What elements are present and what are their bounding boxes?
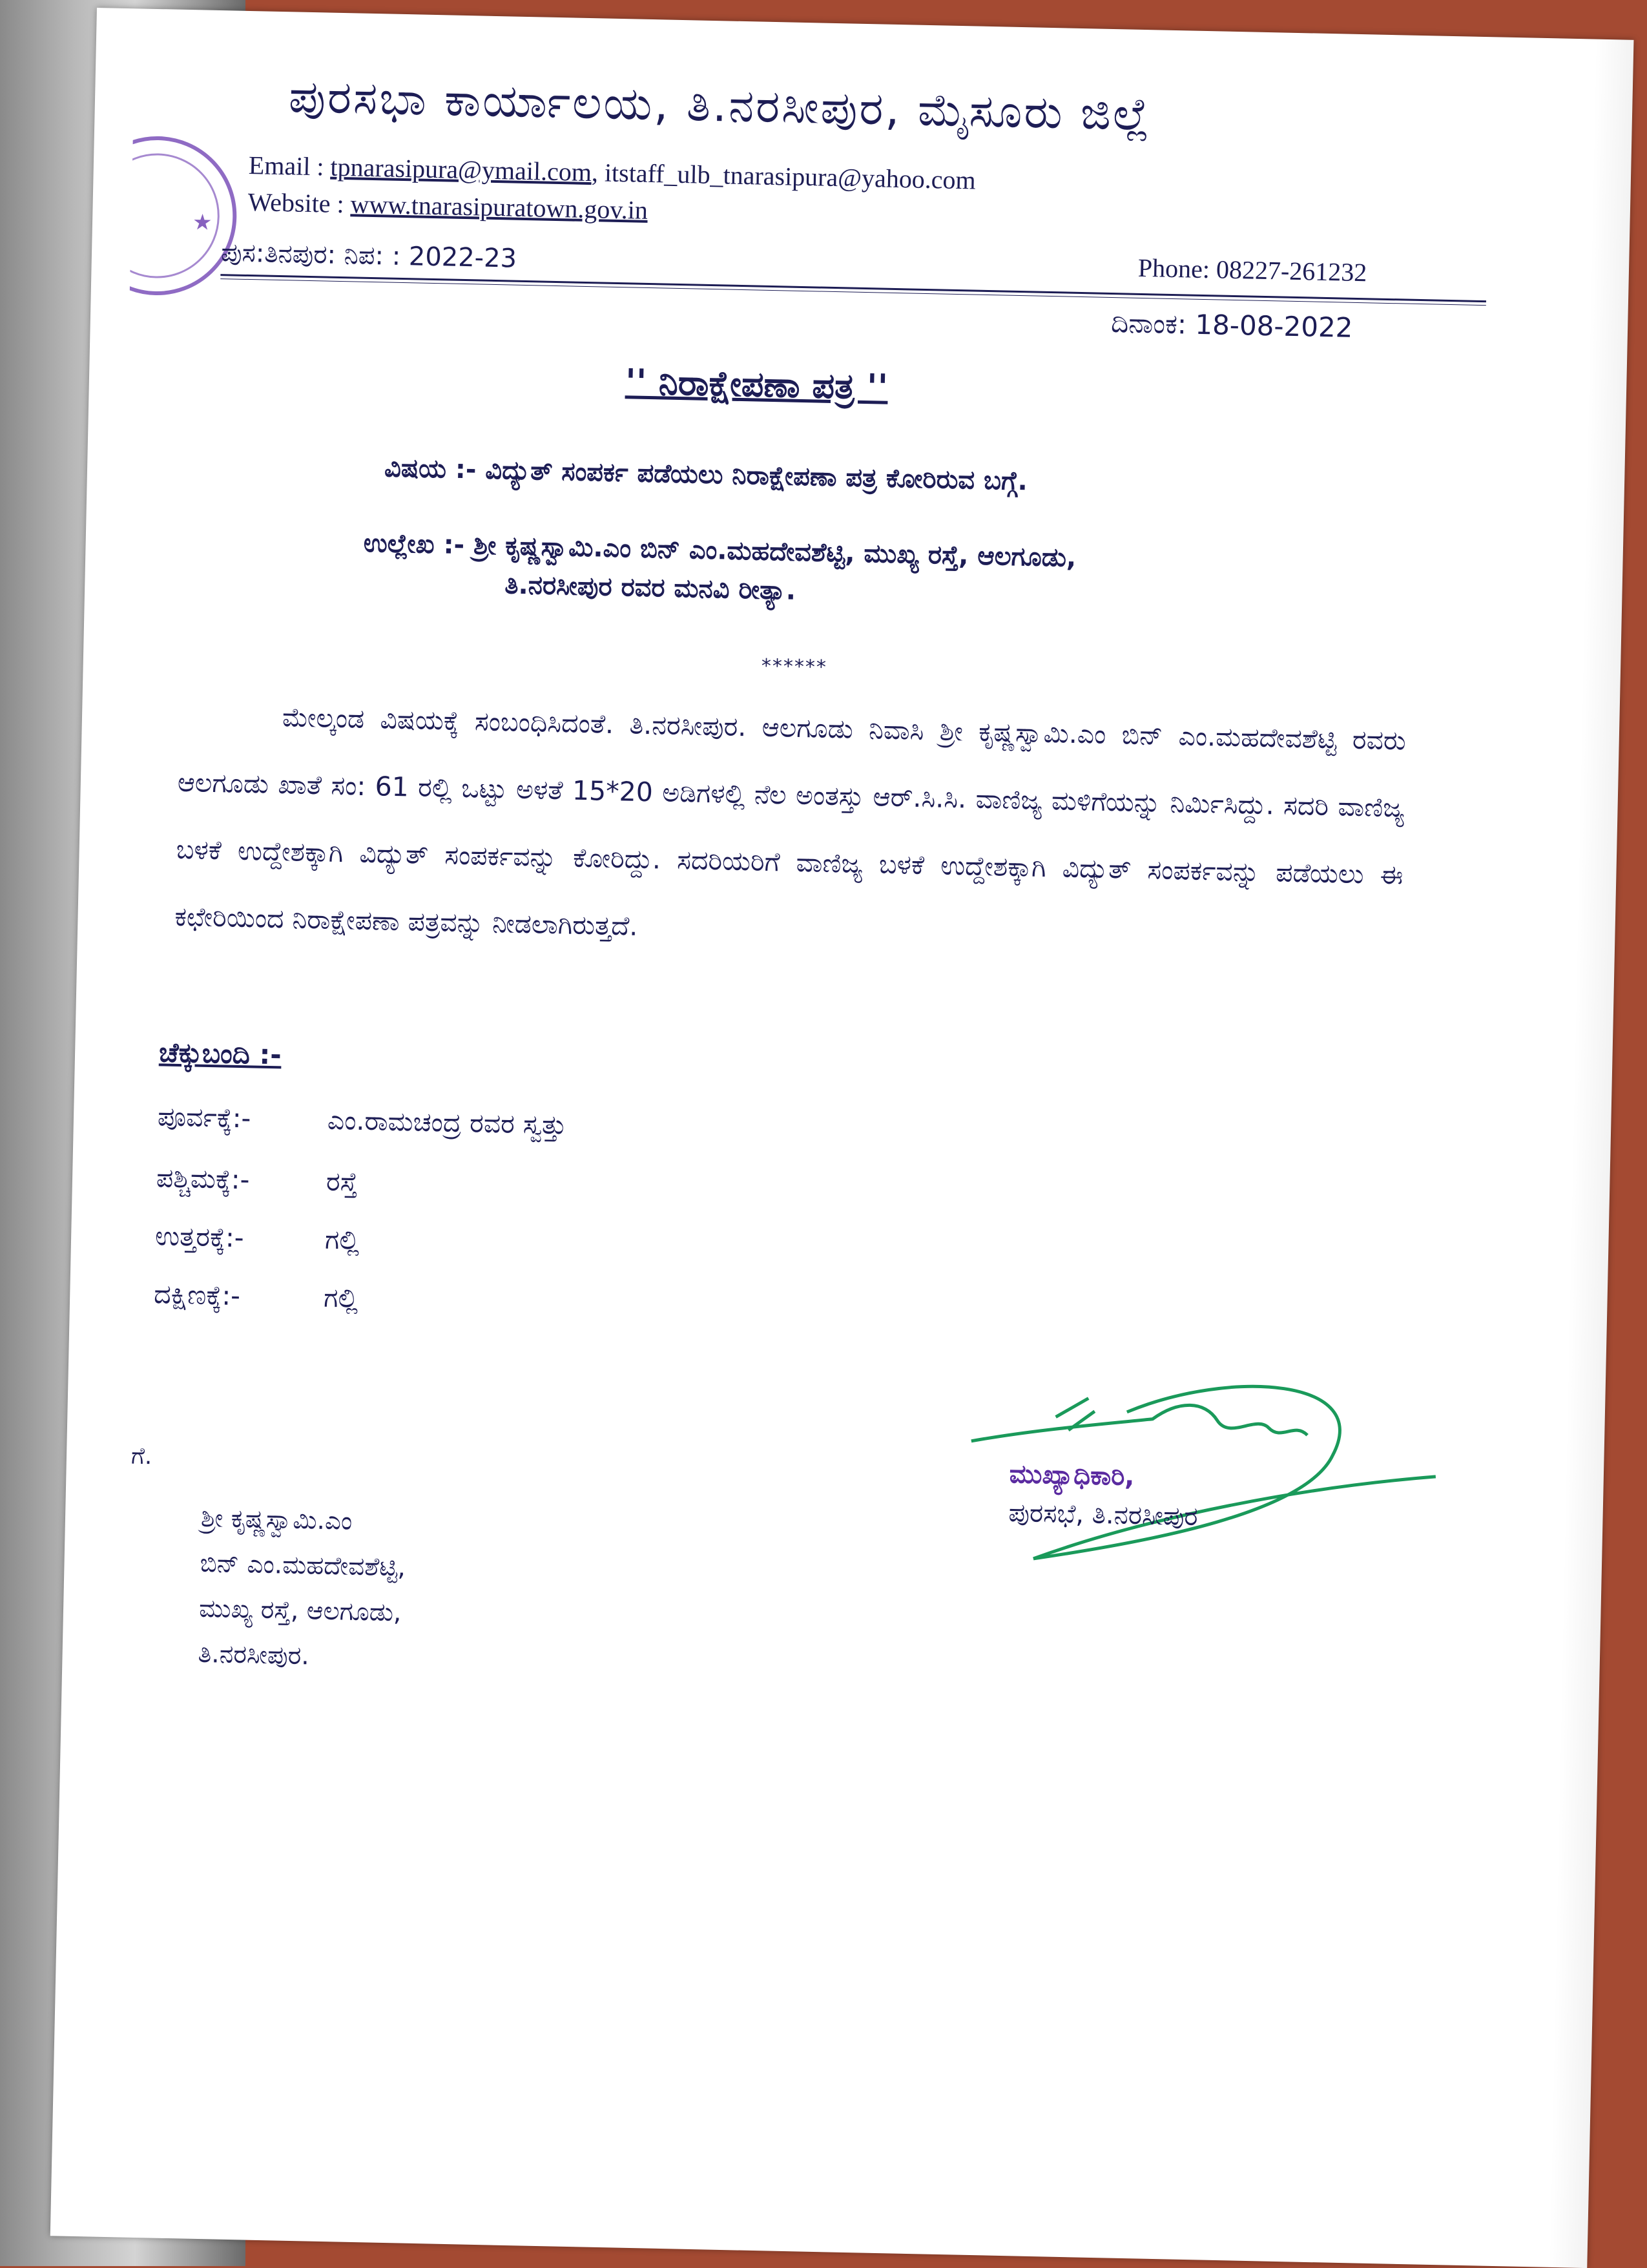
boundary-value: ಎಂ.ರಾಮಚಂದ್ರ ರವರ ಸ್ವತ್ತು bbox=[327, 1104, 567, 1141]
boundary-direction: ಪಶ್ಚಿಮಕ್ಕೆ:- bbox=[156, 1162, 250, 1196]
recipient-address-line: ತಿ.ನರಸೀಪುರ. bbox=[198, 1639, 310, 1671]
reference-number: ಪುಸ:ತಿನಪುರ: ನಿಪ: : 2022-23 bbox=[220, 238, 517, 274]
office-seal-stamp bbox=[129, 118, 243, 314]
signatory-block bbox=[1008, 1455, 1199, 1536]
boundary-direction: ದಕ್ಷಿಣಕ್ಕೆ:- bbox=[153, 1278, 241, 1312]
issue-date: ದಿನಾಂಕ: 18-08-2022 bbox=[1110, 306, 1353, 344]
website-line bbox=[247, 187, 648, 225]
document-page bbox=[50, 8, 1634, 2268]
subject-line: ವಿಷಯ :- ವಿದ್ಯುತ್ ಸಂಪರ್ಕ ಪಡೆಯಲು ನಿರಾಕ್ಷೇಪಣಾ ಪತ್ರ ಕೋರಿರುವ ಬಗ್ಗೆ. bbox=[384, 453, 1028, 497]
boundary-row-north bbox=[155, 1220, 360, 1256]
website-link[interactable]: www.tnarasipuratown.gov.in bbox=[350, 189, 648, 225]
boundary-row-east bbox=[158, 1101, 567, 1141]
reference-line-1: ಉಲ್ಲೇಖ :- ಶ್ರೀ ಕೃಷ್ಣಸ್ವಾಮಿ.ಎಂ ಬಿನ್ ಎಂ.ಮಹದೇವಶೆಟ್ಟಿ, ಮುಖ್ಯ ರಸ್ತೆ, ಆಲಗೂಡು, bbox=[363, 528, 1077, 573]
boundaries-heading: ಚೆಕ್ಕುಬಂದಿ :- bbox=[158, 1036, 282, 1071]
recipient-address bbox=[198, 1496, 407, 1681]
email-prefix: Email : bbox=[248, 150, 331, 182]
boundary-value: ರಸ್ತೆ bbox=[326, 1165, 358, 1198]
document-title: '' ನಿರಾಕ್ಷೇಪಣಾ ಪತ್ರ '' bbox=[625, 361, 889, 408]
office-header-title: ಪುರಸಭಾ ಕಾರ್ಯಾಲಯ, ತಿ.ನರಸೀಪುರ, ಮೈಸೂರು ಜಿಲ್ಲೆ bbox=[288, 70, 1152, 141]
boundary-direction: ಪೂರ್ವಕ್ಕೆ:- bbox=[157, 1101, 251, 1134]
website-prefix: Website : bbox=[247, 187, 351, 219]
boundary-row-west bbox=[156, 1162, 358, 1198]
reference-block bbox=[362, 524, 1077, 616]
email-primary-link[interactable]: tpnarasipura@ymail.com bbox=[330, 152, 592, 187]
section-separator: ****** bbox=[761, 654, 828, 679]
page-edge-shade bbox=[1548, 39, 1633, 2268]
body-paragraph-block bbox=[174, 681, 1406, 976]
signatory-designation: ಮುಖ್ಯಾಧಿಕಾರಿ, bbox=[1009, 1459, 1135, 1492]
phone-number: Phone: 08227-261232 bbox=[1137, 253, 1367, 287]
svg-text:★: ★ bbox=[192, 209, 212, 236]
recipient-address-line: ಶ್ರೀ ಕೃಷ್ಣಸ್ವಾಮಿ.ಎಂ bbox=[200, 1503, 353, 1536]
boundary-row-south bbox=[154, 1278, 358, 1315]
email-secondary: , itstaff_ulb_tnarasipura@yahoo.com bbox=[591, 158, 977, 195]
recipient-marker: ಗೆ. bbox=[130, 1442, 152, 1470]
body-paragraph: ಮೇಲ್ಕಂಡ ವಿಷಯಕ್ಕೆ ಸಂಬಂಧಿಸಿದಂತೆ. ತಿ.ನರಸೀಪುರ. ಆಲಗೂಡು ನಿವಾಸಿ ಶ್ರೀ ಕೃಷ್ಣಸ್ವಾಮಿ.ಎಂ ಬಿನ್ ಎಂ.ಮಹದೇವಶೆಟ್ಟಿ ರವರು ಆಲಗೂಡು ಖಾತೆ ಸಂ: 61 ರಲ್ಲಿ ಒಟ್ಟು ಅಳತೆ 15*20 ಅಡಿಗಳಲ್ಲಿ ನೆಲ ಅಂತಸ್ತು ಆರ್.ಸಿ.ಸಿ. ವಾಣಿಜ್ಯ ಮಳಿಗೆಯನ್ನು ನಿರ್ಮಿಸಿದ್ದು. ಸದರಿ ವಾಣಿಜ್ಯ ಬಳಕೆ ಉದ್ದೇಶಕ್ಕಾಗಿ ವಿದ್ಯುತ್ ಸಂಪರ್ಕವನ್ನು ಕೋರಿದ್ದು. ಸದರಿಯರಿಗೆ ವಾಣಿಜ್ಯ ಬಳಕೆ ಉದ್ದೇಶಕ್ಕಾಗಿ ವಿದ್ಯುತ್ ಸಂಪರ್ಕವನ್ನು ಪಡೆಯಲು ಈ ಕಛೇರಿಯಿಂದ ನಿರಾಕ್ಷೇಪಣಾ ಪತ್ರವನ್ನು ನೀಡಲಾಗಿರುತ್ತದೆ. bbox=[174, 702, 1407, 942]
recipient-address-line: ಮುಖ್ಯ ರಸ್ತೆ, ಆಲಗೂಡು, bbox=[198, 1594, 402, 1628]
signatory-office: ಪುರಸಭೆ, ತಿ.ನರಸೀಪುರ bbox=[1008, 1498, 1199, 1532]
boundary-direction: ಉತ್ತರಕ್ಕೆ:- bbox=[154, 1220, 245, 1254]
recipient-address-line: ಬಿನ್ ಎಂ.ಮಹದೇವಶೆಟ್ಟಿ, bbox=[200, 1548, 406, 1583]
boundary-value: ಗಲ್ಲಿ bbox=[324, 1223, 360, 1256]
reference-line-2: ತಿ.ನರಸೀಪುರ ರವರ ಮನವಿ ರೀತ್ಯಾ. bbox=[504, 570, 796, 606]
boundary-value: ಗಲ್ಲಿ bbox=[323, 1282, 358, 1314]
